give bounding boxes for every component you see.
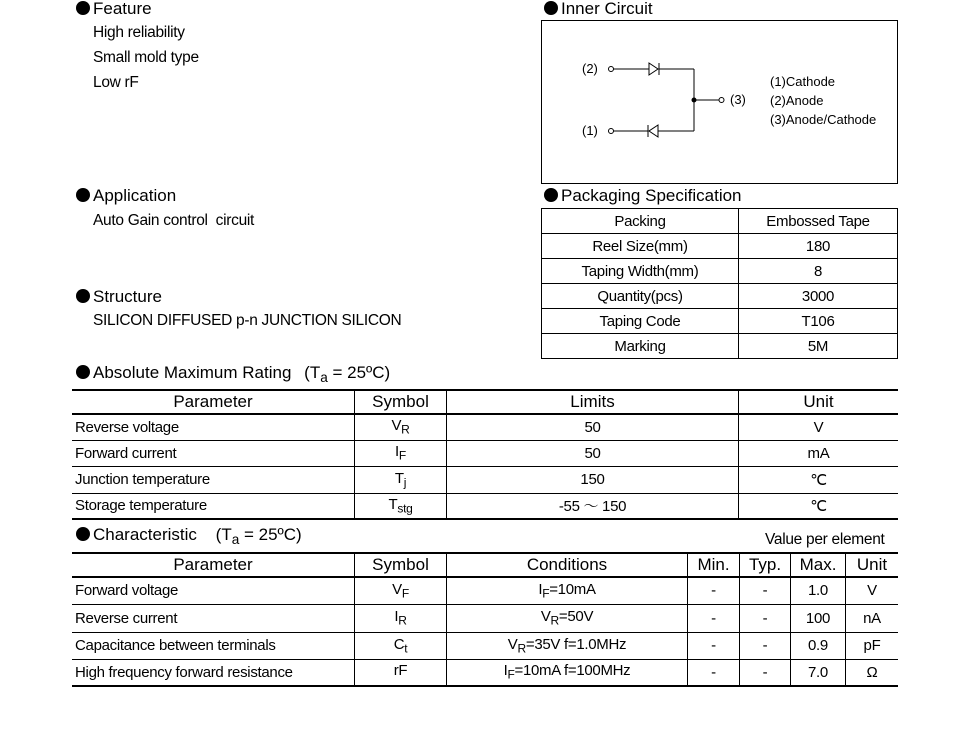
table-row: Reverse voltage $V_R$ 50 V (72, 414, 898, 440)
pin-legend-1: (1)Cathode (770, 74, 836, 89)
abs-max-condition: ($T_a$ = 25ºC) (304, 363, 391, 386)
table-row: Capacitance between terminals $C_t$ $V_R=35V$ f=1.0MHz - - 0.9 pF (72, 632, 898, 659)
table-header-row: Parameter Symbol Limits Unit (72, 390, 898, 414)
table-row: Reverse current $I_R$ $V_R=50V$ - - 100 nA (72, 604, 898, 632)
pin3-label: (3) (730, 92, 746, 107)
table-row: High frequency forward resistance rF $I_F=10mA$ f=100MHz - - 7.0 Ω (72, 659, 898, 686)
junction-dot (692, 98, 697, 103)
table-row: Forward current $I_F$ 50 mA (72, 440, 898, 466)
table-row: Storage temperature $T_{stg}$ -55 ～ 150 ℃ (72, 493, 898, 519)
bullet-icon (76, 527, 90, 541)
characteristic-heading: Characteristic ($T_a$ = 25ºC) (76, 525, 302, 547)
bullet-icon (76, 1, 90, 15)
bullet-icon (544, 188, 558, 202)
structure-text: SILICON DIFFUSED p-n JUNCTION SILICON (93, 312, 402, 329)
inner-circuit-box (541, 20, 898, 184)
table-row: Quantity(pcs) 3000 (542, 284, 898, 309)
table-row: Marking 5M (542, 334, 898, 359)
feature-item: Low rF (93, 74, 139, 91)
value-per-element-note: Value per element (765, 531, 885, 548)
structure-heading: Structure (76, 287, 162, 307)
pin-legend-3: (3)Anode/Cathode (770, 112, 877, 127)
pin-legend-2: (2)Anode (770, 93, 824, 108)
bullet-icon (76, 365, 90, 379)
pin2-label: (2) (582, 61, 598, 76)
table-row: Forward voltage $V_F$ $I_F=10mA$ - - 1.0 V (72, 577, 898, 604)
bullet-icon (544, 1, 558, 15)
pin1-label: (1) (582, 123, 598, 138)
packaging-heading: Packaging Specification (544, 186, 742, 206)
application-heading: Application (76, 186, 176, 206)
bullet-icon (76, 289, 90, 303)
inner-circuit-heading: Inner Circuit (544, 0, 653, 19)
table-header-row: Parameter Symbol Conditions Min. Typ. Max. Unit (72, 553, 898, 577)
characteristic-table (72, 552, 898, 687)
packaging-table (541, 208, 898, 359)
table-row: Reel Size(mm) 180 (542, 234, 898, 259)
table-row: Junction temperature $T_j$ 150 ℃ (72, 466, 898, 493)
table-row: Taping Width(mm) 8 (542, 259, 898, 284)
circuit-diagram (542, 21, 897, 183)
application-text: Auto Gain control circuit (93, 212, 255, 229)
characteristic-condition: ($T_a$ = 25ºC) (215, 525, 302, 548)
table-row: Taping Code T106 (542, 309, 898, 334)
feature-item: High reliability (93, 24, 185, 41)
abs-max-table (72, 389, 898, 520)
feature-item: Small mold type (93, 49, 199, 66)
bullet-icon (76, 188, 90, 202)
feature-heading: Feature (76, 0, 152, 19)
abs-max-heading: Absolute Maximum Rating ($T_a$ = 25ºC) (76, 363, 390, 385)
table-row: Packing Embossed Tape (542, 209, 898, 234)
